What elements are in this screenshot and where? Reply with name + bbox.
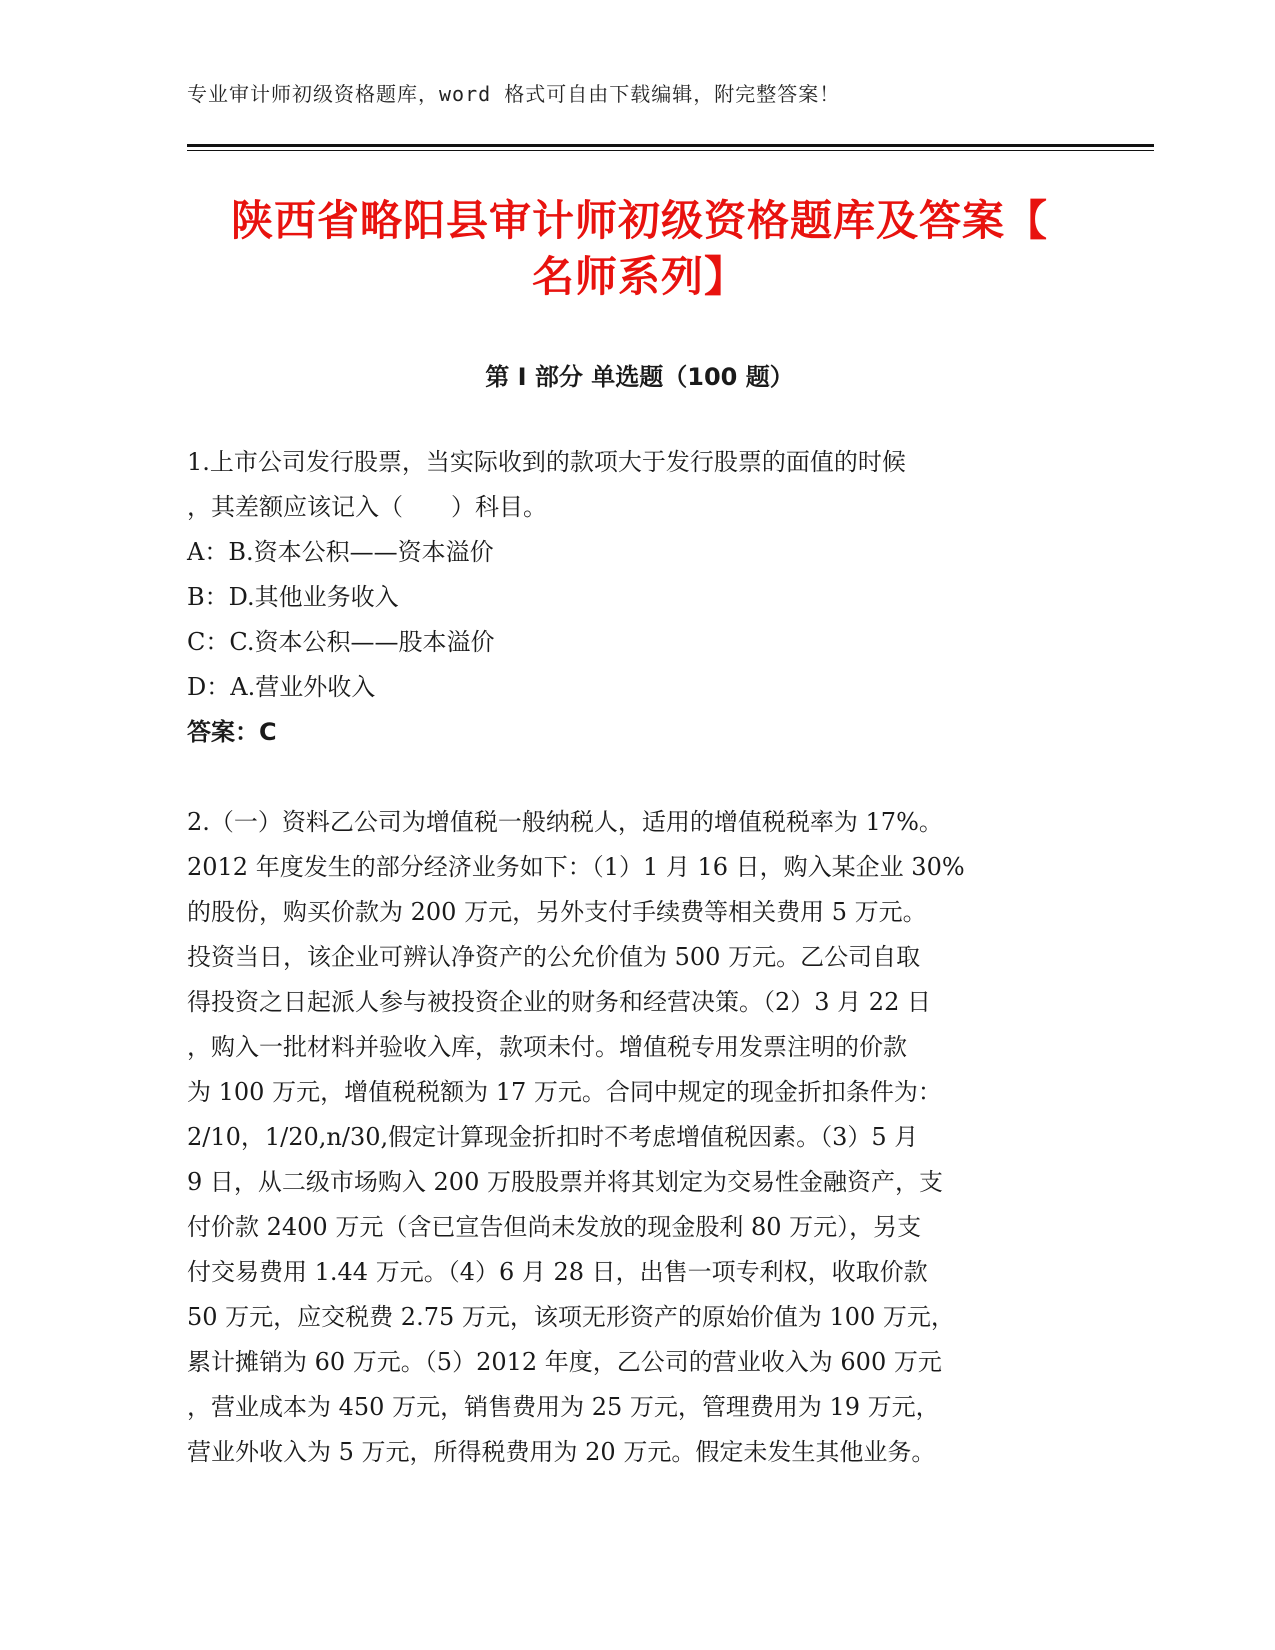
question-2-line: 2012 年度发生的部分经济业务如下：（1）1 月 16 日，购入某企业 30% (187, 853, 965, 881)
question-2-line: ，营业成本为 450 万元，销售费用为 25 万元，管理费用为 19 万元， (187, 1393, 940, 1421)
option-b: B：D.其他业务收入 (187, 583, 399, 611)
question-2-line: 累计摊销为 60 万元。（5）2012 年度，乙公司的营业收入为 600 万元 (187, 1348, 942, 1376)
question-2-line: 投资当日，该企业可辨认净资产的公允价值为 500 万元。乙公司自取 (187, 943, 921, 971)
question-2-line: 50 万元，应交税费 2.75 万元，该项无形资产的原始价值为 100 万元， (187, 1303, 955, 1331)
question-2 (187, 800, 1087, 1475)
question-2-line: 9 日，从二级市场购入 200 万股股票并将其划定为交易性金融资产，支 (187, 1168, 943, 1196)
question-2-line: 2/10，1/20,n/30,假定计算现金折扣时不考虑增值税因素。（3）5 月 (187, 1123, 919, 1151)
question-2-line: 营业外收入为 5 万元，所得税费用为 20 万元。假定未发生其他业务。 (187, 1438, 936, 1466)
header-rule-thick (187, 144, 1154, 147)
question-1-line: 1.上市公司发行股票，当实际收到的款项大于发行股票的面值的时候 (187, 448, 906, 476)
page-header-text: 专业审计师初级资格题库，word 格式可自由下载编辑，附完整答案！ (187, 82, 841, 106)
question-2-line: 得投资之日起派人参与被投资企业的财务和经营决策。（2）3 月 22 日 (187, 988, 931, 1016)
option-a: A：B.资本公积——资本溢价 (187, 538, 494, 566)
title-line-1: 陕西省略阳县审计师初级资格题库及答案【 (230, 196, 1048, 245)
option-c: C：C.资本公积——股本溢价 (187, 628, 495, 656)
question-spacer (187, 755, 1087, 800)
option-d: D：A.营业外收入 (187, 673, 376, 701)
question-1-line: ，其差额应该记入（ ）科目。 (187, 493, 547, 521)
answer-label: 答案：C (187, 718, 277, 746)
title-line-2: 名师系列】 (531, 252, 747, 301)
question-2-line: 的股份，购买价款为 200 万元，另外支付手续费等相关费用 5 万元。 (187, 898, 927, 926)
header-rule-thin (187, 150, 1154, 151)
question-list (187, 440, 1087, 1475)
document-title (187, 193, 1092, 305)
question-2-line: 付交易费用 1.44 万元。（4）6 月 28 日，出售一项专利权，收取价款 (187, 1258, 928, 1286)
question-2-line: 为 100 万元，增值税税额为 17 万元。合同中规定的现金折扣条件为： (187, 1078, 942, 1106)
question-2-line: 2.（一）资料乙公司为增值税一般纳税人，适用的增值税税率为 17%。 (187, 808, 943, 836)
section-heading: 第 I 部分 单选题（100 题） (485, 363, 794, 391)
question-2-line: 付价款 2400 万元（含已宣告但尚未发放的现金股利 80 万元），另支 (187, 1213, 922, 1241)
question-2-line: ，购入一批材料并验收入库，款项未付。增值税专用发票注明的价款 (187, 1033, 907, 1061)
question-1 (187, 440, 1087, 755)
